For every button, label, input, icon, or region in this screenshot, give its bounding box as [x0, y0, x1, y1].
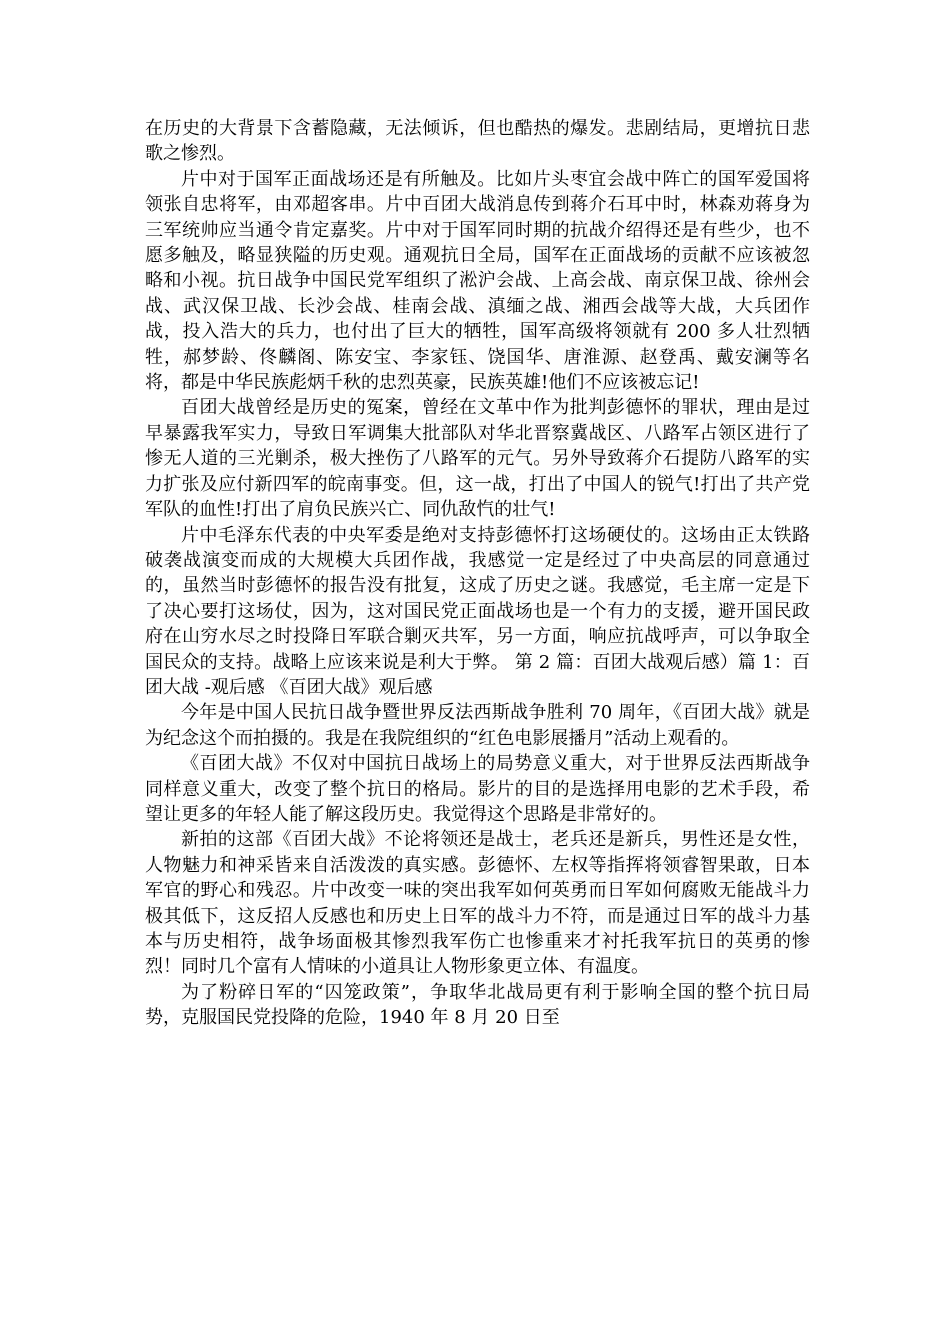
paragraph: 片中毛泽东代表的中央军委是绝对支持彭德怀打这场硬仗的。这场由正太铁路破袭战演变而成的大规模大兵团作战，我感觉一定是经过了中央高层的同意通过的，虽然当时彭德怀的报告没有批复，这成了历史之谜。我感觉，毛主席一定是下了决心要打这场仗，因为，这对国民党正面战场也是一个有力的支援，避开国民政府在山穷水尽之时投降日军联合剿灭共军，另一方面，响应抗战呼声，可以争取全国民众的支持。战略上应该来说是利大于弊。 第 2 篇：百团大战观后感）篇 1：百团大战 -观后感 《百团大战》观后感 — [145, 524, 810, 698]
paragraph: 片中对于国军正面战场还是有所触及。比如片头枣宜会战中阵亡的国军爱国将领张自忠将军，由邓超客串。片中百团大战消息传到蒋介石耳中时，林森劝蒋身为三军统帅应当通令肯定嘉奖。片中对于国军同时期的抗战介绍得还是有些少，也不愿多触及，略显狭隘的历史观。通观抗日全局，国军在正面战场的贡献不应该被忽略和小视。抗日战争中国民党军组织了淞沪会战、上高会战、南京保卫战、徐州会战、武汉保卫战、长沙会战、桂南会战、滇缅之战、湘西会战等大战，大兵团作战，投入浩大的兵力，也付出了巨大的牺牲，国军高级将领就有 200 多人壮烈牺牲，郝梦龄、佟麟阁、陈安宝、李家钰、饶国华、唐淮源、赵登禹、戴安澜等名将，都是中华民族彪炳千秋的忠烈英豪，民族英雄!他们不应该被忘记! — [145, 168, 810, 394]
paragraph: 在历史的大背景下含蓄隐藏，无法倾诉，但也酷热的爆发。悲剧结局，更增抗日悲歌之惨烈。 — [145, 118, 810, 165]
paragraph: 百团大战曾经是历史的冤案，曾经在文革中作为批判彭德怀的罪状，理由是过早暴露我军实力，导致日军调集大批部队对华北晋察冀战区、八路军占领区进行了惨无人道的三光剿杀，极大挫伤了八路军的元气。另外导致蒋介石提防八路军的实力扩张及应付新四军的皖南事变。但，这一战，打出了中国人的锐气!打出了共产党军队的血性!打出了肩负民族兴亡、同仇敌忾的壮气! — [145, 397, 810, 521]
paragraph: 新拍的这部《百团大战》不论将领还是战士，老兵还是新兵，男性还是女性，人物魅力和神采皆来自活泼泼的真实感。彭德怀、左权等指挥将领睿智果敢，日本军官的野心和残忍。片中改变一味的突出我军如何英勇而日军如何腐败无能战斗力极其低下，这反招人反感也和历史上日军的战斗力不符，而是通过日军的战斗力基本与历史相符，战争场面极其惨烈我军伤亡也惨重来才衬托我军抗日的英勇的惨烈！同时几个富有人情味的小道具让人物形象更立体、有温度。 — [145, 829, 810, 978]
paragraph: 《百团大战》不仅对中国抗日战场上的局势意义重大，对于世界反法西斯战争同样意义重大，改变了整个抗日的格局。影片的目的是选择用电影的艺术手段，希望让更多的年轻人能了解这段历史。我觉得这个思路是非常好的。 — [145, 753, 810, 825]
paragraph: 为了粉碎日军的“囚笼政策”，争取华北战局更有利于影响全国的整个抗日局势，克服国民党投降的危险，1940 年 8 月 20 日至 — [145, 981, 810, 1029]
paragraph: 今年是中国人民抗日战争暨世界反法西斯战争胜利 70 周年，《百团大战》就是为纪念这个而拍摄的。我是在我院组织的“红色电影展播月”活动上观看的。 — [145, 702, 810, 749]
document-page — [145, 116, 810, 1031]
